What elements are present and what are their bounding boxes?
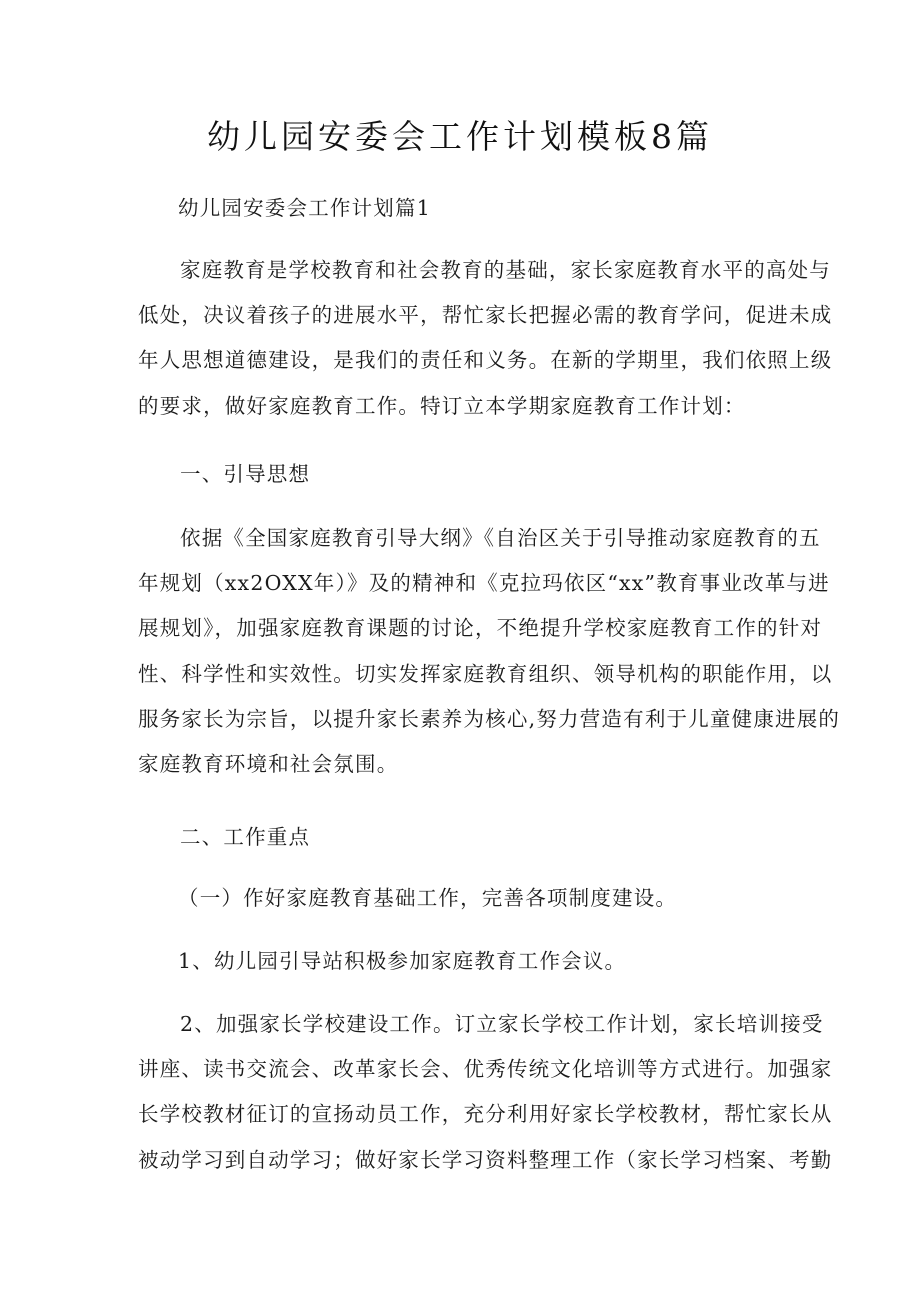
heading-guiding-thought: 一、引导思想 [180,462,311,486]
document-title: 幼儿园安委会工作计划模板8篇 [207,117,713,156]
paragraph-1-line-4: 的要求，做好家庭教育工作。特订立本学期家庭教育工作计划： [138,394,746,418]
subheading-basic-work: （一）作好家庭教育基础工作，完善各项制度建设。 [178,886,678,910]
heading-work-focus: 二、工作重点 [180,825,311,849]
paragraph-2-line-5: 服务家长为宗旨，以提升家长素养为核心,努力营造有利于儿童健康进展的 [138,707,841,731]
paragraph-2-line-3: 展规划》，加强家庭教育课题的讨论，不绝提升学校家庭教育工作的针对 [138,616,823,640]
item-2-line-2: 讲座、读书交流会、改革家长会、优秀传统文化培训等方式进行。加强家 [138,1057,833,1081]
item-2-line-1: 2、加强家长学校建设工作。订立家长学校工作计划，家长培训接受 [180,1012,824,1036]
paragraph-2-line-4: 性、科学性和实效性。切实发挥家庭教育组织、领导机构的职能作用，以 [138,662,833,686]
item-2-line-3: 长学校教材征订的宣扬动员工作，充分利用好家长学校教材，帮忙家长从 [138,1102,833,1126]
paragraph-2-line-2: 年规划（xx2OXX年）》及的精神和《克拉玛依区“xx”教育事业改革与进 [138,571,830,595]
item-2-line-4: 被动学习到自动学习；做好家长学习资料整理工作（家长学习档案、考勤 [138,1148,833,1172]
paragraph-2-line-6: 家庭教育环境和社会氛围。 [138,752,399,776]
section-title: 幼儿园安委会工作计划篇1 [178,196,431,220]
paragraph-1-line-3: 年人思想道德建设，是我们的责任和义务。在新的学期里，我们依照上级 [138,348,833,372]
paragraph-1-line-1: 家庭教育是学校教育和社会教育的基础，家长家庭教育水平的高处与 [180,258,831,282]
paragraph-1-line-2: 低处，决议着孩子的进展水平，帮忙家长把握必需的教育学问，促进未成 [138,303,833,327]
paragraph-2-line-1: 依据《全国家庭教育引导大纲》《自治区关于引导推动家庭教育的五 [180,526,821,550]
item-1: 1、幼儿园引导站积极参加家庭教育工作会议。 [178,949,627,973]
